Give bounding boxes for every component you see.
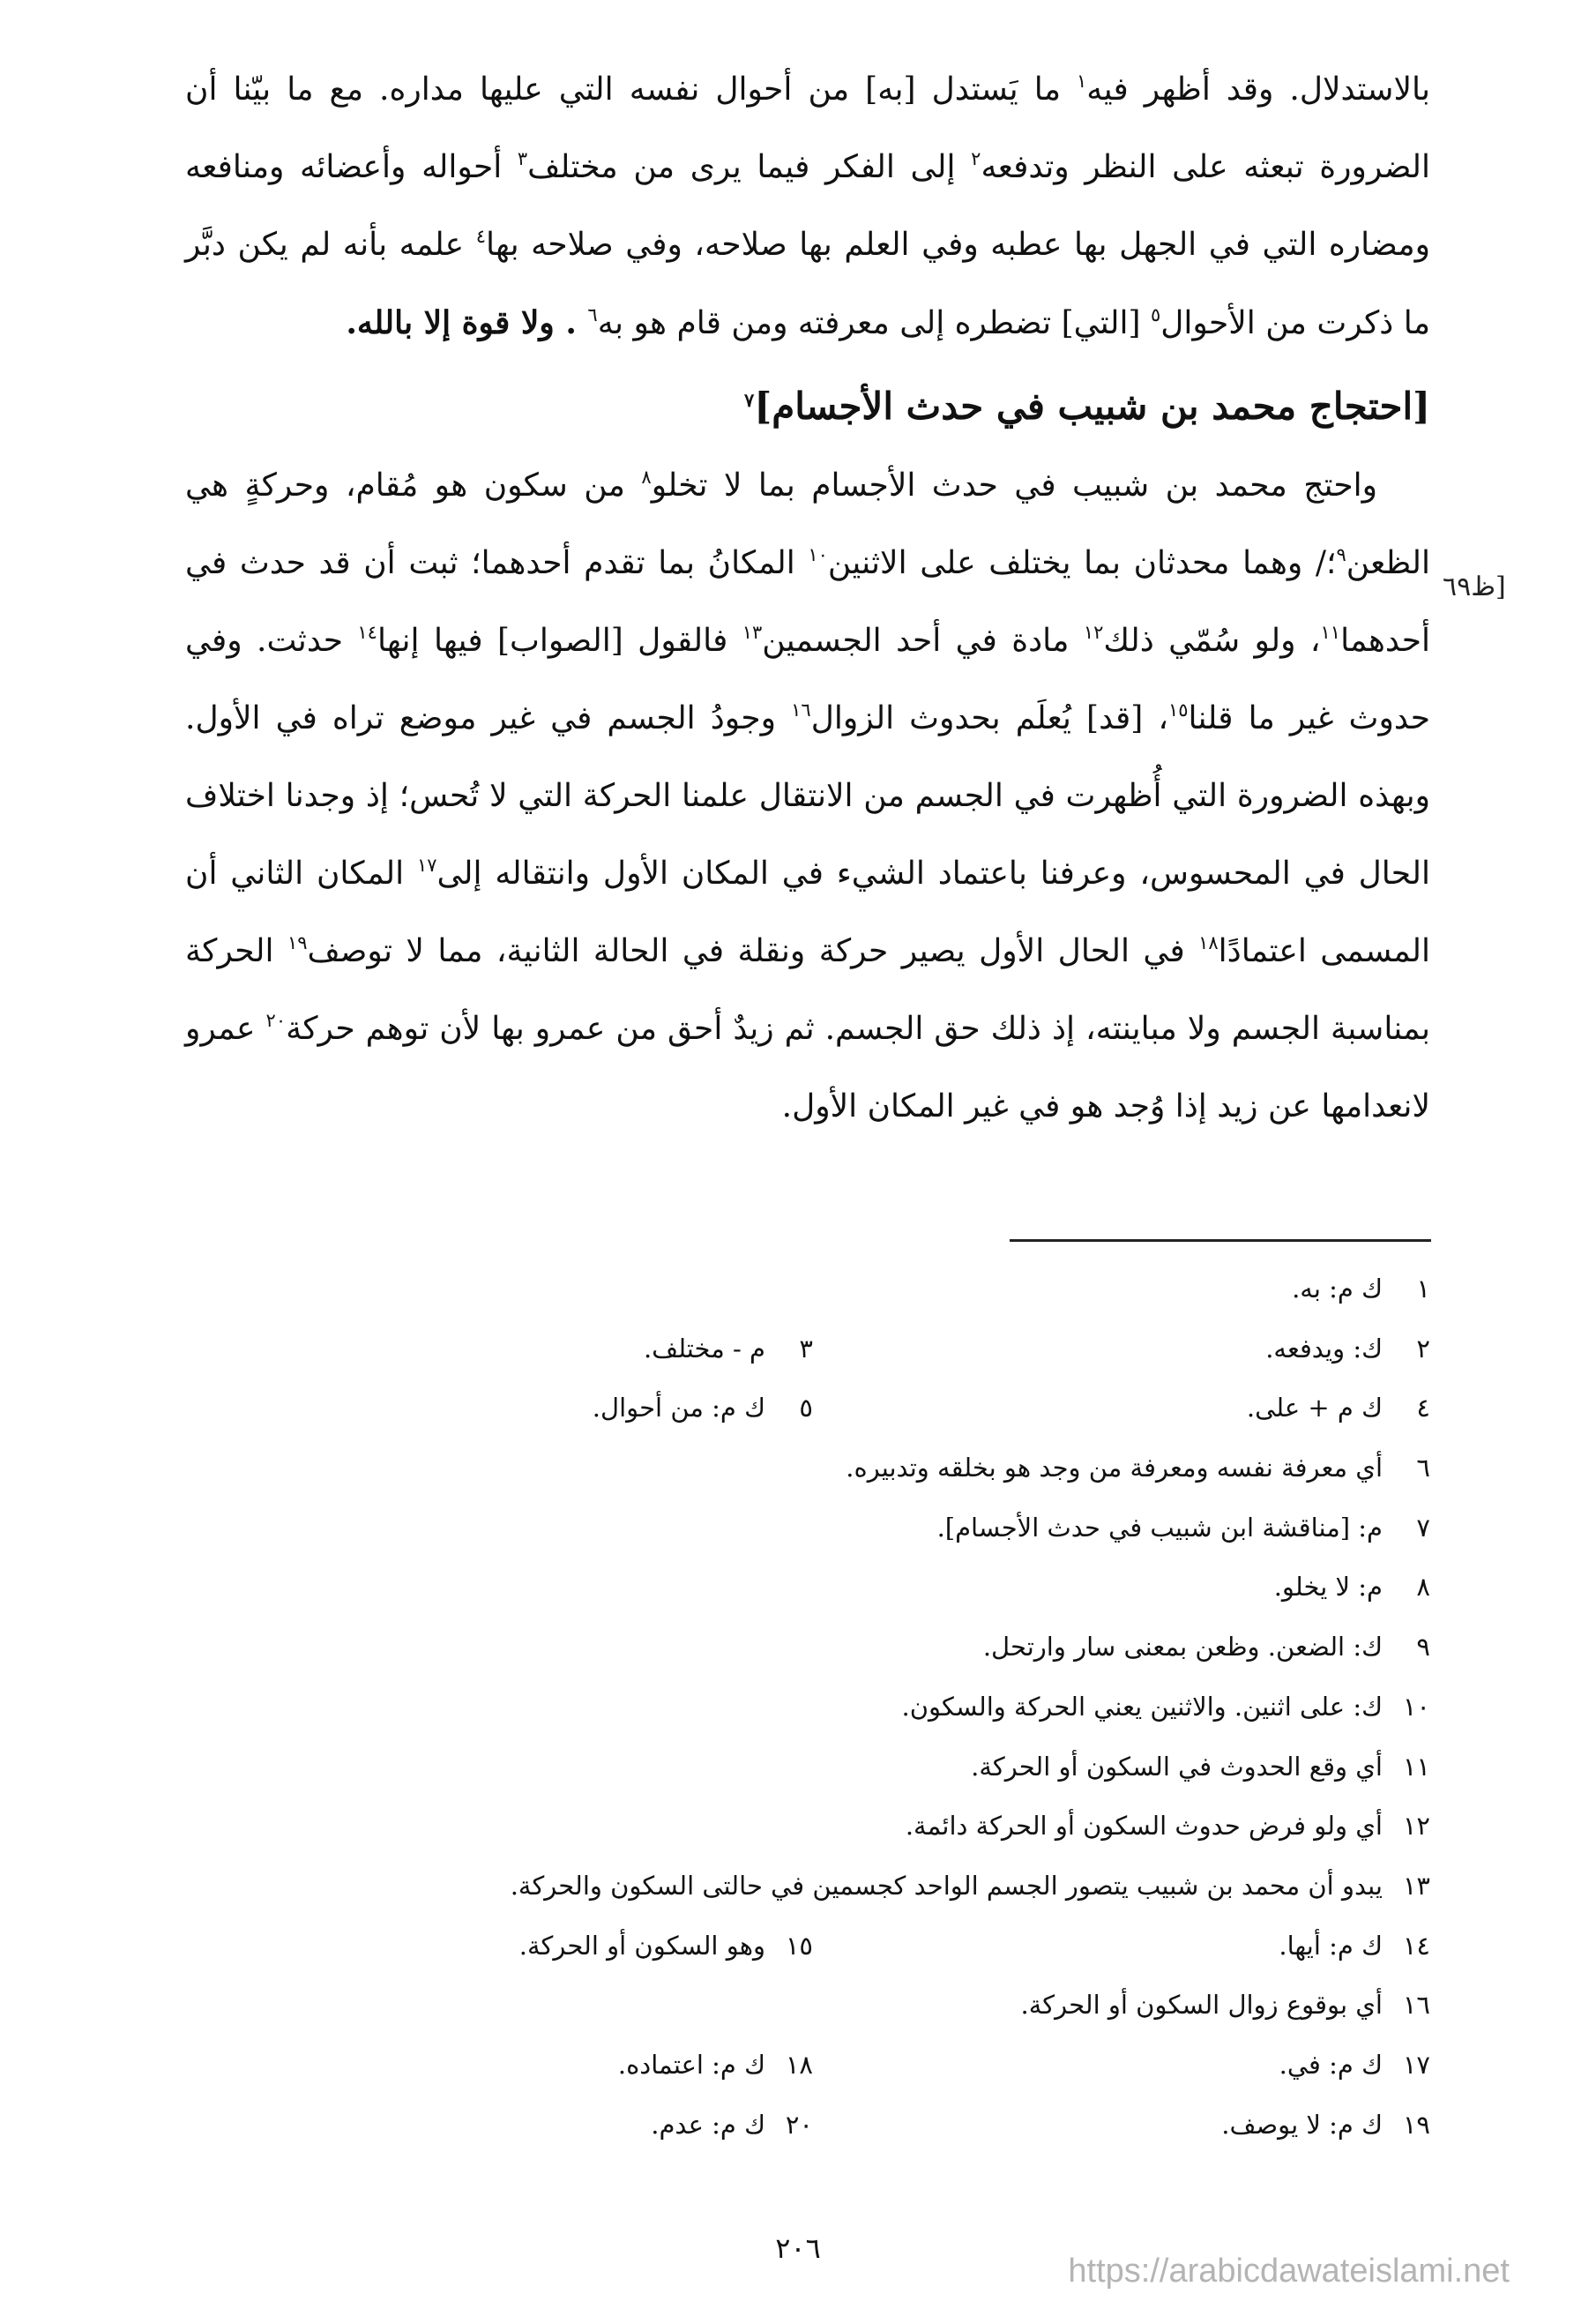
footnote-text: ك م + على. [1246,1393,1383,1424]
footnote-number: ١٧ [1402,2049,1430,2080]
footnote-row [300,1259,1430,1319]
text-run: بالاستدلال. وقد أظهر فيه [1086,71,1430,108]
footnote-text: ك: ويدفعه. [1265,1333,1383,1364]
footnote [813,1319,1430,1379]
footnote-number: ١١ [1402,1751,1430,1782]
footnote-ref[interactable]: ٥ [1150,304,1161,325]
text-run: واحتج محمد بن شبيب في حدث الأجسام بما لا تخلو [651,467,1378,504]
footnote-number: ٩ [1416,1632,1430,1663]
footnote-ref[interactable]: ١٧ [416,855,437,876]
text-run: علمه بأنه لم يكن دبَّر ما ذكرت من الأحوال [185,227,1430,341]
footnote-row [300,1857,1430,1917]
text-run: المكانُ بما تقدم أحدهما؛ ثبت أن قد حدث في أحدهما [185,545,1430,659]
text-run: المكان الثاني أن المسمى اعتمادًا [185,856,1430,969]
footnote-text: ك م: لا يوصف. [1221,2109,1383,2140]
text-run: في الحال الأول يصير حركة ونقلة في الحالة الثانية، مما لا توصف [307,933,1199,969]
footnote [983,1618,1430,1678]
footnote [971,1737,1430,1797]
footnote-separator [1010,1239,1431,1242]
footnote-text: ك م: اعتماده. [617,2049,765,2080]
footnote [519,1917,813,1976]
footnote-row [300,1558,1430,1618]
text-run: وجودُ الجسم في غير موضع تراه في الأول. وبهذه الضرورة التي أُظهرت في الجسم من الانتقال علمنا الحركة التي لا تُحس؛ إذ وجدنا اختلاف الحال في المحسوس، وعرفنا باعتماد الشيء في المكان الأول وانتقاله إلى [185,700,1430,892]
footnote-ref[interactable]: ١١ [1320,622,1341,643]
footnote-row [300,2036,1430,2096]
footnote [846,1438,1430,1498]
paragraph-1 [185,51,1430,362]
footnote-text: أي ولو فرض حدوث السكون أو الحركة دائمة. [905,1811,1383,1842]
footnote-ref[interactable]: ٣ [517,148,528,169]
footnote-row [300,1976,1430,2036]
footnote-ref[interactable]: ٢ [971,148,981,169]
closing-phrase: . ولا قوة إلا بالله. [346,304,588,341]
footnote-text: ك م: به. [1292,1274,1383,1304]
watermark-url[interactable]: https://arabicdawateislami.net [1068,2253,1510,2290]
footnote-ref[interactable]: ٧ [744,389,755,411]
footnote [937,1498,1430,1558]
text-run: عمرو لانعدامها عن زيد إذا وُجد هو في غير المكان الأول. [185,1011,1430,1125]
footnote-ref[interactable]: ١٨ [1198,932,1219,953]
footnote-text: م: لا يخلو. [1273,1572,1383,1603]
footnote-text: وهو السكون أو الحركة. [518,1930,765,1961]
text-run: [التي] تضطره إلى معرفته ومن قام هو به [597,305,1151,341]
footnote-text: يبدو أن محمد بن شبيب يتصور الجسم الواحد كجسمين في حالتى السكون والحركة. [510,1870,1383,1901]
footnote [1021,1976,1431,2036]
footnote-row [300,1319,1430,1379]
footnote-ref[interactable]: ٢٠ [265,1010,287,1031]
main-text [185,51,1430,1146]
footnote-text: ك م: من أحوال. [592,1393,765,1424]
text-run: من سكون هو مُقام، وحركةٍ هي الظعن [185,467,1431,581]
footnote [813,1917,1430,1976]
footnote-number: ٦ [1416,1453,1430,1483]
footnote-row [300,1438,1430,1498]
footnote-number: ١٨ [785,2049,813,2080]
footnote-number: ١٤ [1402,1930,1430,1961]
footnote-number: ٢٠ [785,2109,813,2140]
footnote-number: ٧ [1416,1512,1430,1543]
footnote-ref[interactable]: ١٩ [287,932,308,953]
footnote-ref[interactable]: ٩ [1336,544,1346,565]
footnote-text: م: [مناقشة ابن شبيب في حدث الأجسام]. [936,1512,1383,1543]
footnote-number: ١٩ [1402,2109,1430,2140]
text-run: الحركة بمناسبة الجسم ولا مباينته، إذ ذلك حق الجسم. ثم زيدٌ أحق من عمرو بها لأن توهم حركة [185,933,1430,1047]
footnote-row [300,1618,1430,1678]
footnote-number: ٢ [1416,1333,1430,1364]
footnote-number: ١٠ [1402,1691,1430,1722]
footnote-text: ك: على اثنين. والاثنين يعني الحركة والسكون. [901,1691,1383,1722]
footnote-ref[interactable]: ٨ [641,467,652,488]
footnote-row [300,1737,1430,1797]
footnote [593,1379,813,1438]
footnote-ref[interactable]: ٤ [475,226,486,247]
footnote-row [300,1797,1430,1857]
text-run: حدثت. وفي حدوث غير ما قلنا [185,623,1430,736]
page-number: ٢٠٦ [775,2231,821,2265]
footnote [906,1797,1430,1857]
footnote-text: ك م: في. [1279,2049,1383,2080]
folio-reference: [ظ٦٩ [1443,572,1506,602]
paragraph-2 [185,447,1430,1146]
footnote-row [300,1379,1430,1438]
footnote-row [300,1498,1430,1558]
footnote-number: ١٦ [1402,1990,1430,2021]
footnote-number: ٣ [799,1333,813,1364]
footnote-number: ٥ [799,1393,813,1424]
section-heading [185,370,1430,444]
footnote-number: ١٣ [1402,1870,1430,1901]
footnote [511,1857,1430,1917]
footnote-ref[interactable]: ١٤ [357,622,377,643]
footnote-number: ١٢ [1402,1811,1430,1842]
footnote-number: ١٥ [785,1930,813,1961]
footnote-number: ١ [1416,1274,1430,1304]
footnote-text: أي وقع الحدوث في السكون أو الحركة. [971,1751,1383,1782]
text-run: فالقول [الصواب] فيها إنها [377,623,742,659]
footnote-row [300,2096,1430,2156]
footnote-text: ك: الضعن. وظعن بمعنى سار وارتحل. [982,1632,1383,1663]
footnote-number: ٨ [1416,1572,1430,1603]
footnote-text: ك م: عدم. [651,2109,765,2140]
section-heading-text: [احتجاج محمد بن شبيب في حدث الأجسام] [754,385,1430,428]
text-run: ؛/ وهما محدثان بما يختلف على الاثنين [827,545,1337,581]
footnote-ref[interactable]: ١ [1077,71,1087,92]
footnote-ref[interactable]: ١٦ [791,699,811,721]
text-run: أحواله وأعضائه ومنافعه ومضاره التي في الجهل بها عطبه وفي العلم بها صلاحه، وفي صلاحه بها [185,149,1430,263]
text-run: مادة في أحد الجسمين [762,623,1084,659]
footnote-text: م - مختلف. [643,1333,765,1364]
footnote-text: أي معرفة نفسه ومعرفة من وجد هو بخلقه وتدبيره. [846,1453,1383,1483]
footnote [813,1379,1430,1438]
footnote [651,2096,813,2156]
text-run: إلى الفكر فيما يرى من مختلف [527,149,972,185]
text-run: ، ولو سُمّي ذلك [1103,623,1321,659]
footnote [813,2096,1430,2156]
footnote-row [300,1917,1430,1976]
footnote-row [300,1678,1430,1737]
footnote-ref[interactable]: ٦ [587,304,598,325]
footnote-ref[interactable]: ١٠ [808,544,828,565]
footnote-text: أي بوقوع زوال السكون أو الحركة. [1020,1990,1383,2021]
footnotes [300,1259,1430,2155]
footnote-ref[interactable]: ١٥ [1167,699,1189,721]
text-run: ما يَستدل [به] من أحوال نفسه التي عليها مداره. مع ما بيّنا أن الضرورة تبعثه على النظر وتدفعه [185,71,1430,185]
footnote-number: ٤ [1416,1393,1430,1424]
text-run: ، [قد] يُعلَم بحدوث الزوال [810,700,1168,736]
footnote [1292,1259,1430,1319]
footnote [1274,1558,1430,1618]
footnote-ref[interactable]: ١٣ [742,622,763,643]
footnote-text: ك م: أيها. [1279,1930,1383,1961]
footnote [813,2036,1430,2096]
footnote [618,2036,813,2096]
footnote [902,1678,1430,1737]
footnote-ref[interactable]: ١٢ [1083,622,1104,643]
footnote [644,1319,813,1379]
